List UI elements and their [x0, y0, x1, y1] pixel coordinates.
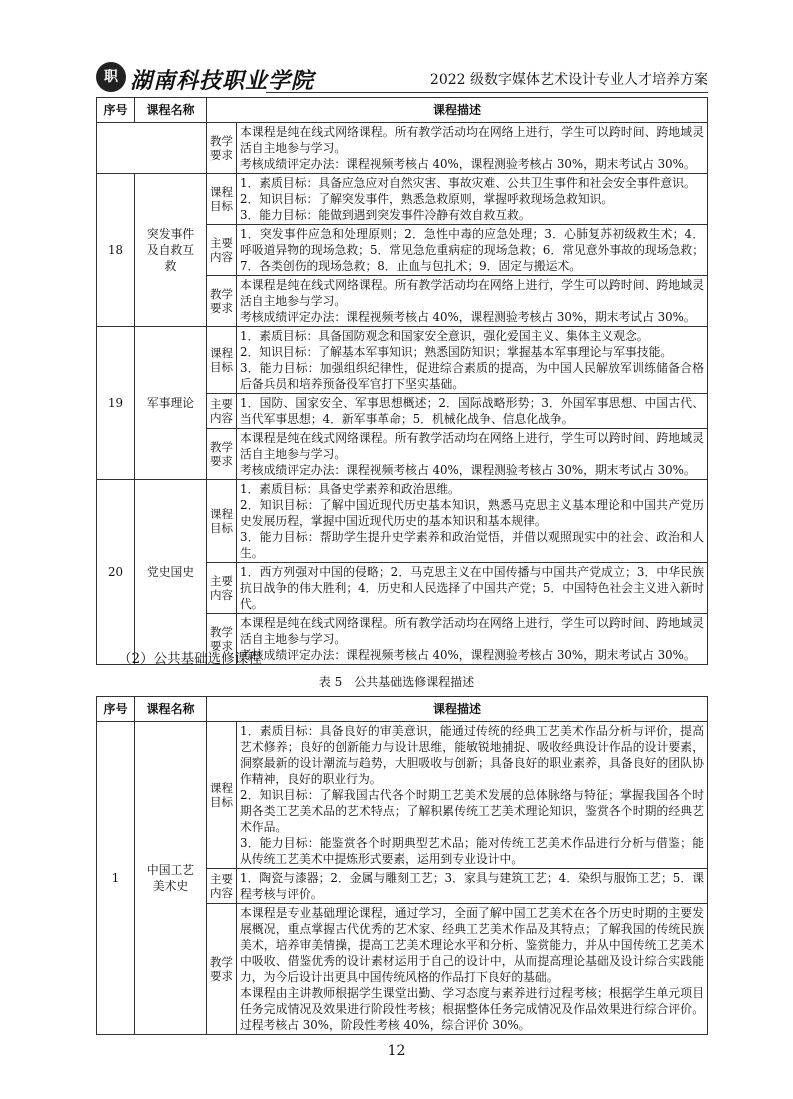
course-name: 党史国史 — [135, 480, 207, 665]
continued-empty-cell — [97, 123, 207, 174]
table-row — [97, 174, 708, 225]
description-category: 主要 内容 — [207, 394, 237, 429]
description-text: 本课程是纯在线式网络课程。所有教学活动均在网络上进行，学生可以跨时间、跨地域灵活自主地参与学习。 考核成绩评定办法：课程视频考核占 40%，课程测验考核占 30%，期末考试占 30%。 — [237, 429, 708, 480]
description-category: 教学 要求 — [207, 614, 237, 665]
description-category: 课程 目标 — [207, 174, 237, 225]
description-text: 1．素质目标：具备史学素养和政治思维。 2．知识目标：了解中国近现代历史基本知识，熟悉马克思主义基本理论和中国共产党历史发展历程，掌握中国近现代历史的基本知识和基本规律。 3．能力目标：帮助学生提升史学素养和政治觉悟，并借以观照现实中的社会、政治和人生。 — [237, 480, 708, 563]
table-row — [97, 327, 708, 394]
header-rule — [266, 92, 708, 93]
section-title: （2）公共基础选修课程 — [118, 651, 262, 667]
header-num: 序号 — [97, 98, 135, 123]
table-row-continued — [97, 123, 708, 174]
description-text: 1．西方列强对中国的侵略；2．马克思主义在中国传播与中国共产党成立；3．中华民族抗日战争的伟大胜利；4．历史和人民选择了中国共产党；5．中国特色社会主义进入新时代。 — [237, 563, 708, 614]
course-table-required — [96, 97, 708, 665]
page-number: 12 — [387, 1043, 406, 1059]
header-desc: 课程描述 — [207, 697, 708, 722]
document-title: 2022 级数字媒体艺术设计专业人才培养方案 — [429, 72, 708, 88]
description-text: 1．素质目标：具备国防观念和国家安全意识，强化爱国主义、集体主义观念。 2．知识目标：了解基本军事知识；熟悉国防知识；掌握基本军事理论与军事技能。 3．能力目标：加强组织纪律性，促进综合素质的提高，为中国人民解放军训练储备合格后备兵员和培养预备役军官打下坚实基础。 — [237, 327, 708, 394]
description-text: 本课程是纯在线式网络课程。所有教学活动均在网络上进行，学生可以跨时间、跨地域灵活自主地参与学习。 考核成绩评定办法：课程视频考核占 40%，课程测验考核占 30%，期末考试占 30%。 — [237, 123, 708, 174]
header-num: 序号 — [97, 697, 135, 722]
table-row — [97, 722, 708, 869]
description-text: 本课程是专业基础理论课程，通过学习，全面了解中国工艺美术在各个历史时期的主要发展概况，重点掌握古代优秀的艺术家、经典工艺美术作品及其特点；了解我国的传统民族美术，培养审美情操，提高工艺美术理论水平和分析、鉴赏能力，并从中国传统工艺美术中吸收、借鉴优秀的设计素材运用于自己的设计中，从而提高理论基础及设计综合实践能力，为今后设计出更具中国传统风格的作品打下良好的基础。 本课程由主讲教师根据学生课堂出勤、学习态度与素养进行过程考核；根据学生单元项目任务完成情况及效果进行阶段性考核；根据整体任务完成情况及作品效果进行综合评价。过程考核占 30%，阶段性考核 40%，综合评价 30%。 — [237, 904, 708, 1035]
header-desc: 课程描述 — [207, 98, 708, 123]
description-text: 本课程是纯在线式网络课程。所有教学活动均在网络上进行，学生可以跨时间、跨地域灵活自主地参与学习。 考核成绩评定办法：课程视频考核占 40%，课程测验考核占 30%，期末考试占 30%。 — [237, 276, 708, 327]
description-text: 1．突发事件应急和处理原则；2．急性中毒的应急处理；3．心肺复苏初级救生术；4．呼吸道异物的现场急救；5．常见急危重病症的现场急救；6．常见意外事故的现场急救；7．各类创伤的现场急救；8．止血与包扎术；9．固定与搬运术。 — [237, 225, 708, 276]
description-category: 主要 内容 — [207, 225, 237, 276]
description-category: 教学 要求 — [207, 276, 237, 327]
description-category: 教学 要求 — [207, 904, 237, 1035]
course-name: 军事理论 — [135, 327, 207, 480]
description-text: 1．素质目标：具备良好的审美意识，能通过传统的经典工艺美术作品分析与评价，提高艺术修养；良好的创新能力与设计思维，能敏锐地捕捉、吸收经典设计作品的设计要素，洞察最新的设计潮流与趋势，大胆吸收与创新；具备良好的职业素养，具备良好的团队协作精神，良好的职业行为。 2．知识目标：了解我国古代各个时期工艺美术发展的总体脉络与特征；掌握我国各个时期各类工艺美术品的艺术特点；了解积累传统工艺美术理论知识，鉴赏各个时期的经典艺术作品。 3．能力目标：能鉴赏各个时期典型艺术品；能对传统工艺美术作品进行分析与借鉴；能从传统工艺美术中提炼形式要素，运用到专业设计中。 — [237, 722, 708, 869]
course-number: 20 — [97, 480, 135, 665]
course-name: 中国工艺 美术史 — [135, 722, 207, 1035]
description-category: 课程 目标 — [207, 722, 237, 869]
page-header — [96, 56, 708, 96]
description-category: 教学 要求 — [207, 123, 237, 174]
course-name: 突发事件 及自救互 救 — [135, 174, 207, 327]
description-category: 教学 要求 — [207, 429, 237, 480]
table-caption: 表 5 公共基础选修课程描述 — [318, 675, 475, 689]
school-name: 湖南科技职业学院 — [130, 68, 315, 94]
table-header-row — [97, 98, 708, 123]
course-number: 19 — [97, 327, 135, 480]
description-category: 课程 目标 — [207, 480, 237, 563]
description-text: 1．陶瓷与漆器；2．金属与雕刻工艺；3．家具与建筑工艺；4．染织与服饰工艺；5．课程考核与评价。 — [237, 869, 708, 904]
table-header-row — [97, 697, 708, 722]
description-category: 主要 内容 — [207, 869, 237, 904]
course-number: 18 — [97, 174, 135, 327]
description-category: 课程 目标 — [207, 327, 237, 394]
course-number: 1 — [97, 722, 135, 1035]
course-table-elective — [96, 696, 708, 1035]
description-text: 本课程是纯在线式网络课程。所有教学活动均在网络上进行，学生可以跨时间、跨地域灵活自主地参与学习。 考核成绩评定办法：课程视频考核占 40%，课程测验考核占 30%，期末考试占 30%。 — [237, 614, 708, 665]
school-logo: 职 — [96, 62, 126, 92]
header-name: 课程名称 — [135, 98, 207, 123]
table-row — [97, 480, 708, 563]
description-category: 主要 内容 — [207, 563, 237, 614]
description-text: 1．国防、国家安全、军事思想概述；2．国际战略形势；3．外国军事思想、中国古代、当代军事思想；4．新军事革命；5．机械化战争、信息化战争。 — [237, 394, 708, 429]
description-text: 1．素质目标：具备应急应对自然灾害、事故灾难、公共卫生事件和社会安全事件意识。 2．知识目标：了解突发事件，熟悉急救原则，掌握呼救现场急救知识。 3．能力目标：能做到遇到突发事件冷静有效自救互救。 — [237, 174, 708, 225]
header-name: 课程名称 — [135, 697, 207, 722]
